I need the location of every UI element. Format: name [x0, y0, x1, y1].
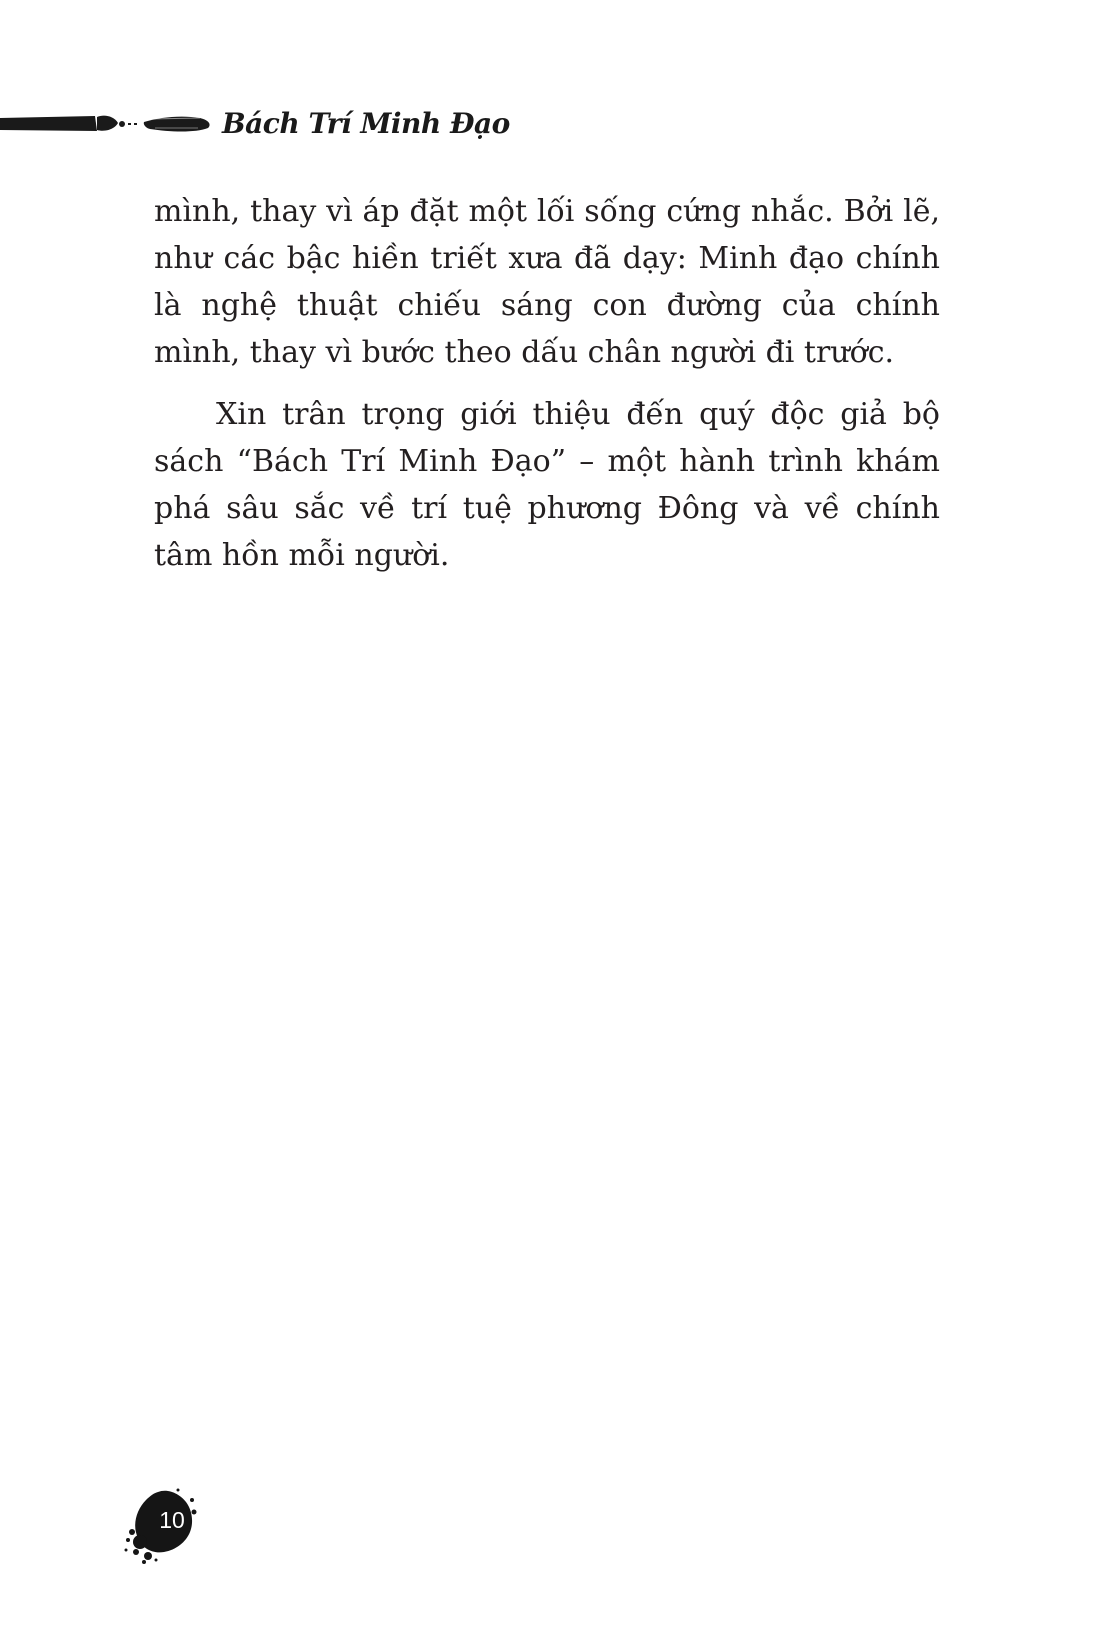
- running-title: Bách Trí Minh Đạo: [222, 107, 510, 140]
- brush-stroke-ornament: [0, 100, 220, 150]
- page-folio: [118, 1480, 208, 1570]
- running-header: [0, 100, 510, 160]
- paragraph: mình, thay vì áp đặt một lối sống cứng nhắc. Bởi lẽ, như các bậc hiền triết xưa đã dạy: Minh đạo chính là nghệ thuật chiếu sáng con đường của chính mình, thay vì bước theo dấu chân người đi trước.: [154, 194, 940, 370]
- paragraph: Xin trân trọng giới thiệu đến quý độc giả bộ sách “Bách Trí Minh Đạo” – một hành trình khám phá sâu sắc về trí tuệ phương Đông và về chính tâm hồn mỗi người.: [154, 397, 940, 573]
- body-text: [154, 188, 940, 579]
- page-number: 10: [159, 1507, 185, 1533]
